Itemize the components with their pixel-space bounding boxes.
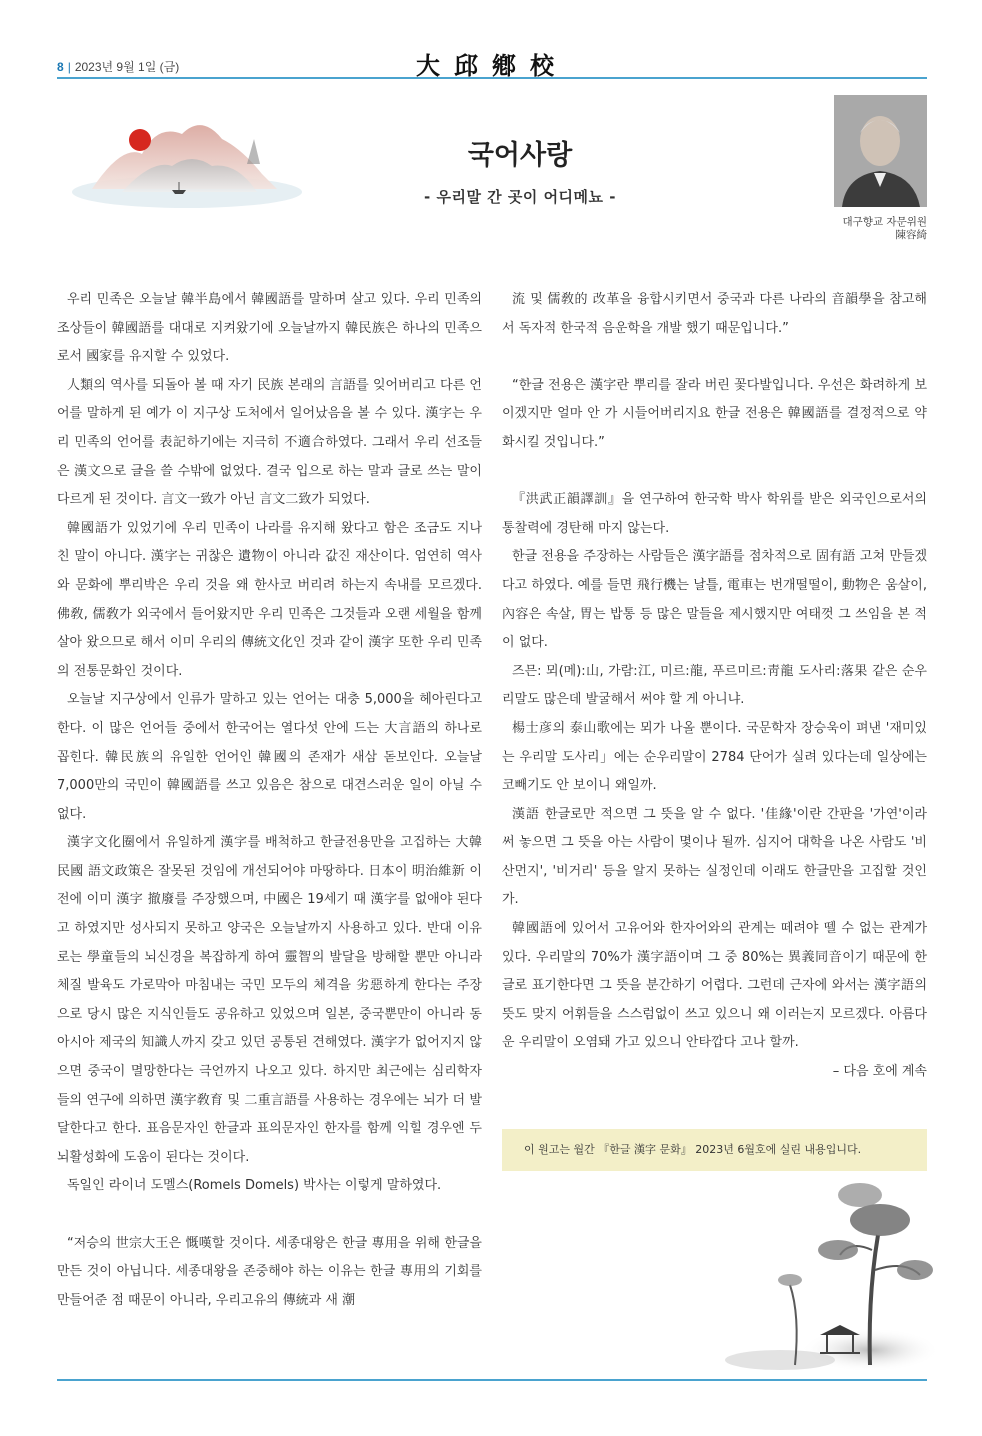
paragraph: 즈믄: 뫼(메):山, 가람:江, 미르:龍, 푸르미르:靑龍 도사리:落果 같은 순우리말도 많은데 발굴해서 써야 할 게 아니냐. [502, 663, 927, 708]
paragraph: “저승의 世宗大王은 慨嘆할 것이다. 세종대왕은 한글 專用을 위해 한글을 만든 것이 아닙니다. 세종대왕을 존중해야 하는 이유는 한글 專用의 기회를 만들어준 점 때문이 아니라, 우리고유의 傳統과 새 潮 [57, 1235, 482, 1308]
footer-rule [57, 1379, 927, 1381]
paragraph: 漢字文化圈에서 유일하게 漢字를 배척하고 한글전용만을 고집하는 大韓民國 語文政策은 잘못된 것임에 개선되어야 마땅하다. 日本이 明治維新 이전에 이미 漢字 撤廢를 주장했으며, 中國은 19세기 때 漢字를 없애야 된다고 하였지만 성사되지 못하고 양국은 오늘날까지 사용하고 있다. 반대 이유로는 學童들의 뇌신경을 복잡하게 하여 靈智의 발달을 방해할 뿐만 아니라 체질 발육도 가로막아 마침내는 국민 모두의 체격을 劣惡하게 한다는 주장으로 당시 많은 지식인들도 공유하고 있었으며 일본, 중국뿐만이 아니라 동아시아 제국의 知識人까지 갖고 있던 공통된 견해였다. 漢字가 없어지지 않으면 중국이 멸망한다는 극언까지 나오고 있다. 하지만 최근에는 심리학자들의 연구에 의하면 漢字敎育 및 二重言語를 사용하는 경우에는 뇌가 더 발달한다고 한다. 표음문자인 한글과 표의문자인 한자를 함께 익힐 경우엔 두뇌활성화에 도움이 된다는 것이다. [57, 835, 482, 1165]
paragraph: 『洪武正韻譯訓』을 연구하여 한국학 박사 학위를 받은 외국인으로서의 통찰력에 경탄해 마지 않는다. [502, 492, 927, 536]
issue-info [57, 58, 179, 75]
mountain-sunrise-illustration [62, 104, 312, 214]
author-name: 陳容綺 [895, 229, 927, 241]
pine-pavilion-illustration [720, 1175, 935, 1375]
author-portrait-icon [834, 95, 927, 207]
body-column-right [502, 286, 927, 1087]
author-photo [834, 95, 927, 207]
continued-note: – 다음 호에 계속 [832, 1064, 927, 1080]
paragraph: 流 및 儒敎的 改革을 융합시키면서 중국과 다른 나라의 音韻學을 참고해서 독자적 한국적 음운학을 개발 했기 때문입니다.” [502, 292, 927, 336]
paragraph: 독일인 라이너 도멜스(Romels Domels) 박사는 이렇게 말하였다. [67, 1178, 442, 1194]
paragraph: 韓國語에 있어서 고유어와 한자어와의 관계는 떼려야 뗄 수 없는 관계가 있다. 우리말의 70%가 漢字語이며 그 중 80%는 異義同音이기 때문에 한글로 표기한다면 그 뜻을 분간하기 어렵다. 그런데 근자에 와서는 漢字語의 뜻도 맞지 어휘들을 스스럼없이 쓰고 있으니 왜 이러는지 모르겠다. 아름다운 우리말이 오염돼 가고 있으니 안타깝다 고나 할까. [502, 921, 927, 1051]
article-title: 국어사랑 [467, 140, 573, 171]
author-title: 대구향교 자문위원 [842, 216, 927, 228]
body-column-left [57, 286, 482, 1315]
page-header [57, 46, 927, 78]
paragraph: 오늘날 지구상에서 인류가 말하고 있는 언어는 대충 5,000을 헤아린다고 한다. 이 많은 언어들 중에서 한국어는 열다섯 안에 드는 大言語의 하나로 꼽힌다. 韓民族의 유일한 언어인 韓國의 존재가 새삼 돋보인다. 오늘날 7,000만의 국민이 韓國語를 쓰고 있음은 참으로 대견스러운 일이 아닐 수 없다. [57, 692, 482, 822]
article-subtitle: - 우리말 간 곳이 어디메뇨 - [424, 188, 616, 207]
paragraph: 韓國語가 있었기에 우리 민족이 나라를 유지해 왔다고 함은 조금도 지나친 말이 아니다. 漢字는 귀찮은 遺物이 아니라 값진 재산이다. 엄연히 역사와 문화에 뿌리박은 우리 것을 왜 한사코 버리려 하는지 속내를 모르겠다. 佛敎, 儒敎가 외국에서 들어왔지만 우리 민족은 그것들과 오랜 세월을 함께 살아 왔으므로 해서 이미 우리의 傳統文化인 것과 같이 漢字 또한 우리 민족의 전통문화인 것이다. [57, 520, 482, 679]
header-separator: | [67, 60, 71, 74]
source-note: 이 원고는 월간 『한글 漢字 문화』 2023년 6월호에 실린 내용입니다. [502, 1129, 927, 1171]
paragraph: 楊士彦의 泰山歌에는 뫼가 나올 뿐이다. 국문학자 장승욱이 펴낸 '재미있는 우리말 도사리」에는 순우리말이 2784 단어가 실려 있다는데 일상에는 코빼기도 안 보이니 왜일까. [502, 720, 927, 794]
article-heading [340, 140, 700, 207]
page-number: 8 [57, 60, 64, 74]
paragraph: “한글 전용은 漢字란 뿌리를 잘라 버린 꽃다발입니다. 우선은 화려하게 보이겠지만 얼마 안 가 시들어버리지요 한글 전용은 韓國語를 결정적으로 약화시킬 것입니다.” [502, 377, 927, 450]
issue-date: 2023년 9월 1일 (금) [74, 60, 180, 74]
paragraph: 한글 전용을 주장하는 사람들은 漢字語를 점차적으로 固有語 고쳐 만들겠다고 하였다. 예를 들면 飛行機는 날틀, 電車는 번개떨떨이, 動物은 움살이, 內容은 속살, 胃는 밥통 등 많은 말들을 제시했지만 여태껏 그 쓰임을 본 적이 없다. [502, 549, 927, 651]
header-rule [57, 77, 927, 79]
paragraph: 우리 민족은 오늘날 韓半島에서 韓國語를 말하며 살고 있다. 우리 민족의 조상들이 韓國語를 대대로 지켜왔기에 오늘날까지 韓民族은 하나의 민족으로서 國家를 유지할 수 있었다. [57, 292, 482, 365]
paragraph: 人類의 역사를 되돌아 볼 때 자기 民族 본래의 言語를 잊어버리고 다른 언어를 말하게 된 예가 이 지구상 도처에서 일어났음을 볼 수 있다. 漢字는 우리 민족의 언어를 表記하기에는 지극히 不適合하였다. 그래서 우리 선조들은 漢文으로 글을 쓸 수밖에 없었다. 결국 입으로 하는 말과 글로 쓰는 말이 다르게 된 것이다. 言文一致가 아닌 言文二致가 되었다. [57, 377, 482, 508]
paragraph: 漢語 한글로만 적으면 그 뜻을 알 수 없다. '佳緣'이란 간판을 '가연'이라 써 놓으면 그 뜻을 아는 사람이 몇이나 될까. 심지어 대학을 나온 사람도 '비산먼지', '비거리' 등을 알지 못하는 실정인데 이래도 한글만을 고집할 것인가. [502, 806, 927, 908]
author-caption [800, 216, 927, 242]
masthead: 大邱鄕校 [416, 51, 568, 80]
